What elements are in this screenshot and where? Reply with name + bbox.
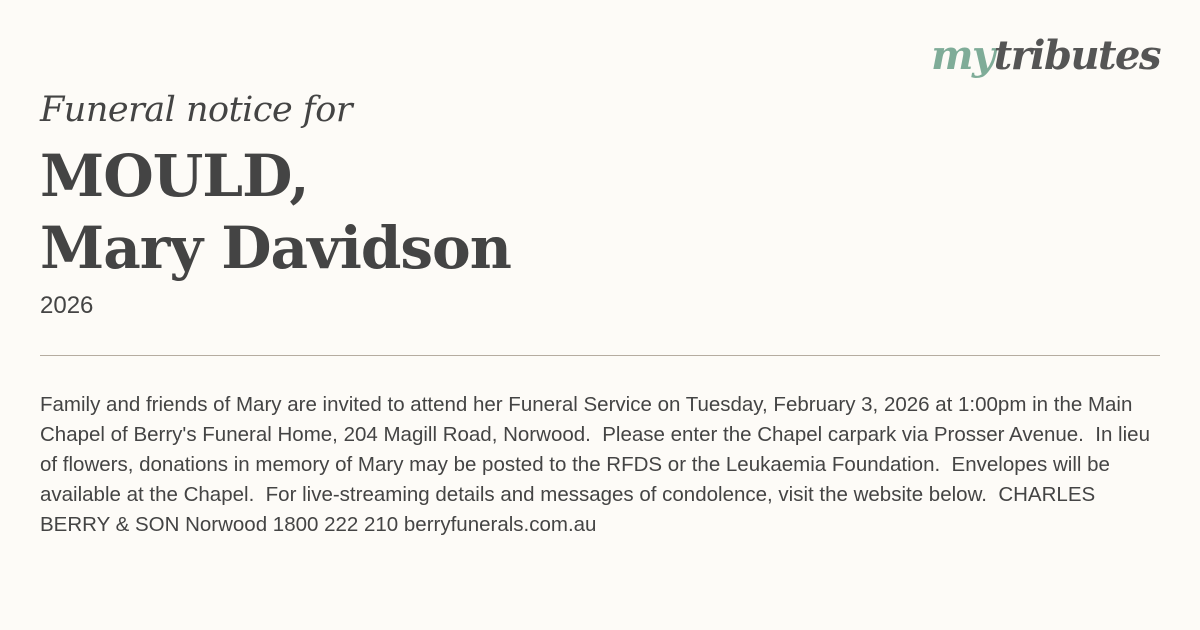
logo-suffix: tributes bbox=[993, 32, 1160, 79]
notice-body-text: Family and friends of Mary are invited to attend her Funeral Service on Tuesday, February 3, 2026 at 1:00pm in the Main Chapel of Berry's Funeral Home, 204 Magill Road, Norwood. Please enter the Chapel carpark via Prosser Avenue. In lieu of flowers, donations in memory of Mary may be posted to the RFDS or the Leukaemia Foundation. Envelopes will be available at the Chapel. For live-streaming details and messages of condolence, visit the website below. CHARLES BERRY & SON Norwood 1800 222 210 berryfunerals.com.au bbox=[40, 393, 1156, 536]
deceased-given-names: Mary Davidson bbox=[40, 214, 511, 282]
logo-prefix: my bbox=[931, 32, 994, 79]
deceased-name bbox=[40, 140, 511, 284]
divider bbox=[40, 355, 1160, 356]
notice-label: Funeral notice for bbox=[40, 90, 353, 130]
mytributes-logo bbox=[931, 32, 1160, 79]
deceased-surname: MOULD, bbox=[40, 142, 309, 210]
notice-year: 2026 bbox=[40, 292, 94, 319]
